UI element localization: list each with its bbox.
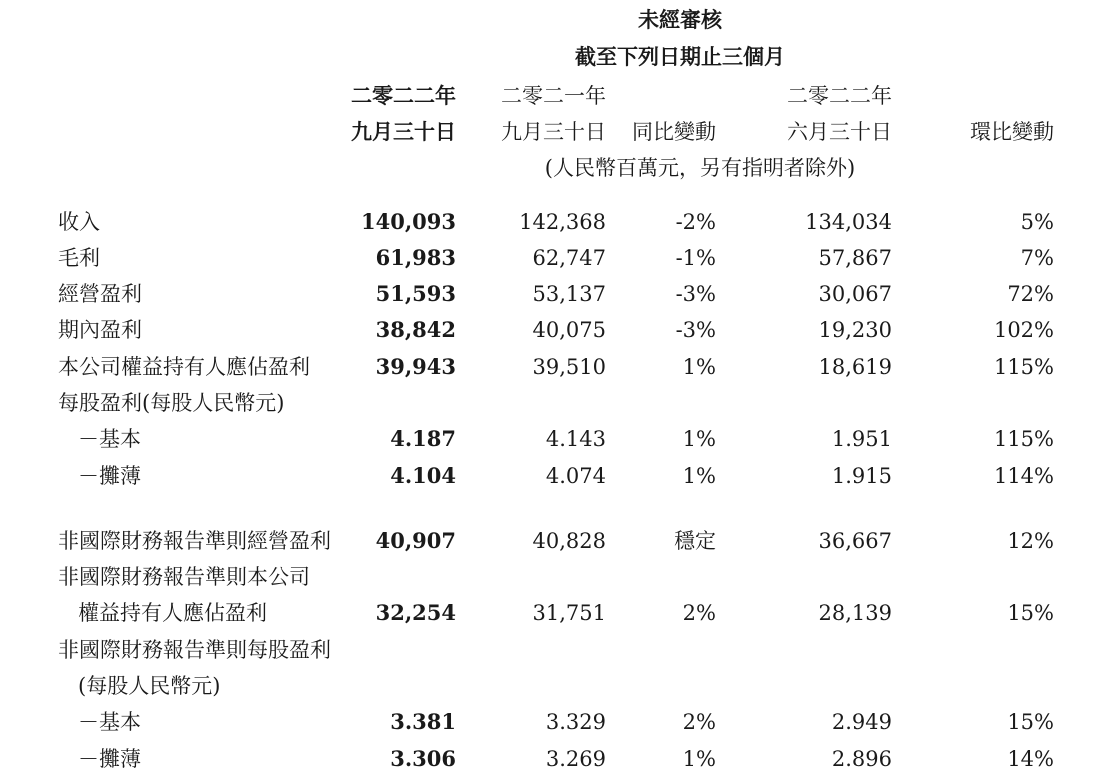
row-value-col5: 115% <box>993 355 1054 379</box>
row-value-col3: 1% <box>682 355 716 379</box>
row-value-col3: 穩定 <box>674 529 716 553</box>
row-value-col2: 3.329 <box>545 710 606 734</box>
table-row <box>0 635 1098 665</box>
table-row <box>0 744 1098 774</box>
row-value-col4: 28,139 <box>818 601 892 625</box>
table-row <box>0 671 1098 701</box>
row-value-col2: 40,075 <box>532 318 606 342</box>
table-row <box>0 207 1098 237</box>
row-value-col1: 4.187 <box>390 426 456 451</box>
row-value-col4: 36,667 <box>818 529 892 553</box>
table-row <box>0 279 1098 309</box>
row-value-col5: 15% <box>1007 710 1054 734</box>
row-value-col3: -2% <box>675 210 716 234</box>
table-row <box>0 526 1098 556</box>
row-value-col4: 30,067 <box>818 282 892 306</box>
row-value-col4: 19,230 <box>818 318 892 342</box>
col2-date: 九月三十日 <box>501 120 606 144</box>
col3-yoy-change: 同比變動 <box>632 120 716 144</box>
col1-date: 九月三十日 <box>351 119 456 144</box>
period-heading: 截至下列日期止三個月 <box>575 44 785 69</box>
row-value-col5: 72% <box>1007 282 1054 306</box>
row-value-col2: 3.269 <box>545 747 606 771</box>
row-value-col1: 4.104 <box>390 463 456 488</box>
row-value-col5: 115% <box>993 427 1054 451</box>
row-value-col2: 31,751 <box>532 601 606 625</box>
col5-qoq-change: 環比變動 <box>970 120 1054 144</box>
unaudited-heading: 未經審核 <box>638 7 722 32</box>
row-value-col2: 40,828 <box>532 529 606 553</box>
table-row <box>0 707 1098 737</box>
row-value-col4: 134,034 <box>805 210 892 234</box>
row-label: 每股盈利(每股人民幣元) <box>58 391 285 415</box>
row-value-col3: 2% <box>682 601 716 625</box>
row-label: 收入 <box>58 210 100 234</box>
row-value-col2: 4.143 <box>545 427 606 451</box>
row-value-col3: -3% <box>675 318 716 342</box>
row-value-col5: 7% <box>1020 246 1054 270</box>
row-label: 非國際財務報告準則每股盈利 <box>58 638 331 662</box>
row-value-col2: 53,137 <box>532 282 606 306</box>
table-row <box>0 424 1098 454</box>
table-row <box>0 598 1098 628</box>
row-value-col1: 140,093 <box>361 209 456 234</box>
row-value-col1: 3.381 <box>390 709 456 734</box>
table-row <box>0 352 1098 382</box>
row-value-col3: -1% <box>675 246 716 270</box>
row-label: －基本 <box>78 710 141 734</box>
row-value-col4: 2.949 <box>831 710 892 734</box>
col1-year: 二零二二年 <box>351 83 456 108</box>
row-value-col3: 1% <box>682 427 716 451</box>
row-value-col3: 2% <box>682 710 716 734</box>
row-value-col5: 102% <box>993 318 1054 342</box>
row-value-col2: 62,747 <box>532 246 606 270</box>
row-label: －基本 <box>78 427 141 451</box>
row-label: 非國際財務報告準則本公司 <box>58 565 310 589</box>
col4-date: 六月三十日 <box>787 120 892 144</box>
row-value-col3: 1% <box>682 747 716 771</box>
row-value-col5: 114% <box>993 464 1054 488</box>
row-value-col5: 5% <box>1020 210 1054 234</box>
row-value-col5: 14% <box>1007 747 1054 771</box>
row-label: 期內盈利 <box>58 318 142 342</box>
row-value-col4: 1.915 <box>831 464 892 488</box>
row-value-col4: 1.951 <box>831 427 892 451</box>
row-value-col5: 12% <box>1007 529 1054 553</box>
row-label: (每股人民幣元) <box>78 674 221 698</box>
row-value-col4: 18,619 <box>818 355 892 379</box>
row-value-col2: 39,510 <box>532 355 606 379</box>
row-value-col5: 15% <box>1007 601 1054 625</box>
row-value-col1: 3.306 <box>390 746 456 771</box>
row-value-col1: 39,943 <box>375 354 456 379</box>
row-value-col1: 51,593 <box>375 281 456 306</box>
col4-year: 二零二二年 <box>787 84 892 108</box>
row-label: 非國際財務報告準則經營盈利 <box>58 529 331 553</box>
table-row <box>0 388 1098 418</box>
row-label: 經營盈利 <box>58 282 142 306</box>
table-row <box>0 562 1098 592</box>
row-label: －攤薄 <box>78 464 141 488</box>
row-value-col3: 1% <box>682 464 716 488</box>
row-value-col4: 57,867 <box>818 246 892 270</box>
row-label: －攤薄 <box>78 747 141 771</box>
row-label: 權益持有人應佔盈利 <box>78 601 267 625</box>
row-value-col2: 142,368 <box>519 210 606 234</box>
table-row <box>0 461 1098 491</box>
unit-note: (人民幣百萬元，另有指明者除外) <box>544 156 856 180</box>
col2-year: 二零二一年 <box>501 84 606 108</box>
row-value-col1: 38,842 <box>375 317 456 342</box>
row-value-col1: 61,983 <box>375 245 456 270</box>
row-value-col4: 2.896 <box>831 747 892 771</box>
row-label: 毛利 <box>58 246 100 270</box>
row-value-col3: -3% <box>675 282 716 306</box>
row-label: 本公司權益持有人應佔盈利 <box>58 355 310 379</box>
row-value-col2: 4.074 <box>545 464 606 488</box>
table-row <box>0 315 1098 345</box>
row-value-col1: 40,907 <box>375 528 456 553</box>
row-value-col1: 32,254 <box>375 600 456 625</box>
table-row <box>0 243 1098 273</box>
